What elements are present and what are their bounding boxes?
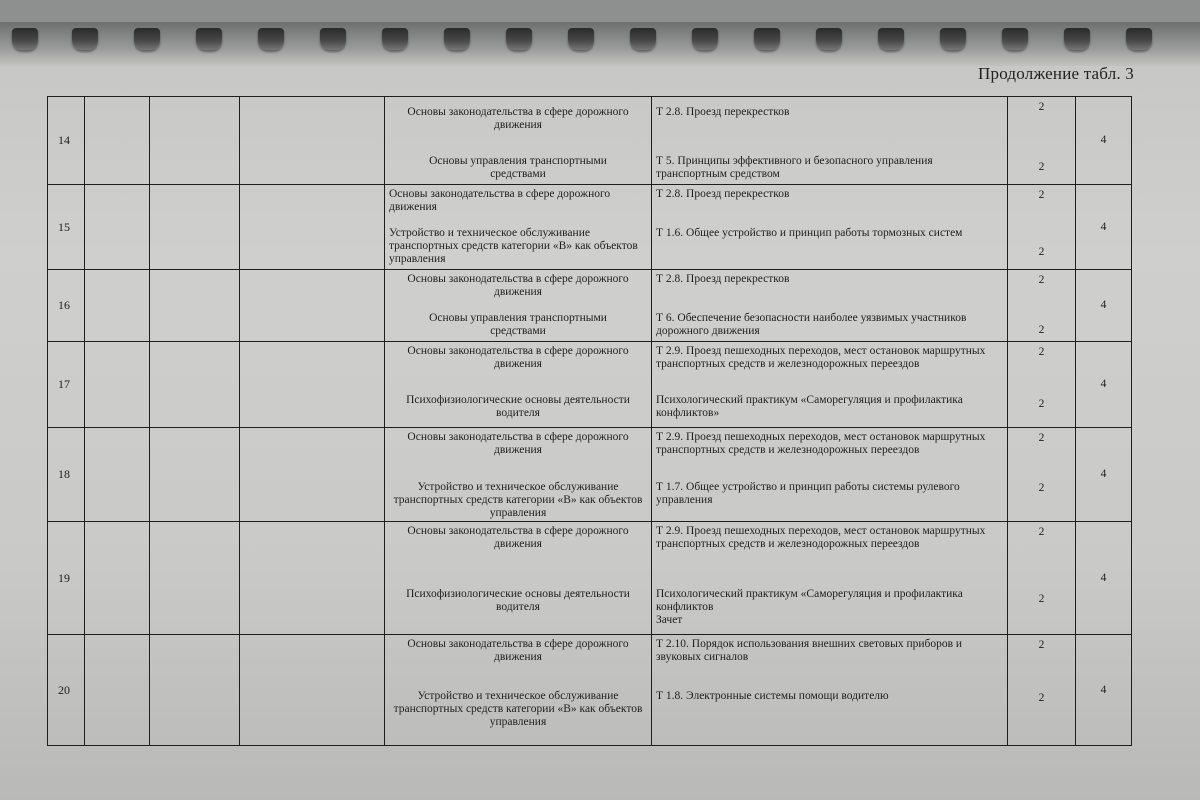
lesson-number: 19 [48, 522, 85, 635]
instructor-cell [240, 270, 385, 342]
hours-cell [1008, 522, 1076, 635]
topic-cell [652, 428, 1008, 522]
time-cell [150, 522, 240, 635]
binding-ring-icon [12, 28, 38, 50]
discipline-first: Основы законодательства в сфере дорожного движения [407, 431, 629, 456]
hours-first: 2 [1038, 526, 1045, 538]
hours-second: 2 [1038, 246, 1045, 258]
topic-credit-note: Зачет [656, 614, 683, 626]
discipline-first: Основы законодательства в сфере дорожного движения [407, 106, 629, 131]
table-row [48, 635, 1132, 746]
discipline-second: Основы управления транспортными средствами [429, 155, 607, 180]
total-hours: 4 [1076, 342, 1132, 428]
hours-second: 2 [1038, 692, 1045, 704]
hours-first: 2 [1038, 432, 1045, 444]
discipline-second: Психофизиологические основы деятельности водителя [406, 394, 630, 419]
topic-second: Т 1.7. Общее устройство и принцип работы системы рулевого управления [656, 481, 960, 506]
total-hours: 4 [1076, 270, 1132, 342]
binding-ring-icon [754, 28, 780, 50]
binding-ring-icon [134, 28, 160, 50]
lesson-number: 15 [48, 185, 85, 270]
time-cell [150, 97, 240, 185]
binding-ring-icon [1064, 28, 1090, 50]
time-cell [150, 270, 240, 342]
binding-ring-icon [382, 28, 408, 50]
table-row [48, 97, 1132, 185]
schedule-table [47, 96, 1132, 746]
topic-first: Т 2.8. Проезд перекрестков [656, 273, 790, 285]
lesson-number: 20 [48, 635, 85, 746]
topic-first: Т 2.8. Проезд перекрестков [656, 106, 790, 118]
topic-cell [652, 185, 1008, 270]
binding-ring-icon [568, 28, 594, 50]
lesson-number: 17 [48, 342, 85, 428]
time-cell [150, 342, 240, 428]
time-cell [150, 428, 240, 522]
topic-cell [652, 97, 1008, 185]
total-hours: 4 [1076, 635, 1132, 746]
discipline-first: Основы законодательства в сфере дорожного движения [407, 638, 629, 663]
instructor-cell [240, 342, 385, 428]
discipline-cell [385, 428, 652, 522]
hours-cell [1008, 185, 1076, 270]
binding-ring-icon [940, 28, 966, 50]
discipline-second: Устройство и техническое обслуживание транспортных средств категории «В» как объектов управления [389, 227, 638, 265]
table-caption: Продолжение табл. 3 [978, 64, 1134, 83]
hours-cell [1008, 635, 1076, 746]
binding-ring-icon [444, 28, 470, 50]
binding-ring-icon [816, 28, 842, 50]
lesson-number: 16 [48, 270, 85, 342]
topic-cell [652, 342, 1008, 428]
lesson-number: 14 [48, 97, 85, 185]
instructor-cell [240, 522, 385, 635]
discipline-cell [385, 185, 652, 270]
hours-second: 2 [1038, 398, 1045, 410]
topic-first: Т 2.8. Проезд перекрестков [656, 188, 790, 200]
binding-ring-icon [258, 28, 284, 50]
hours-second: 2 [1038, 482, 1045, 494]
spiral-binding [0, 22, 1200, 66]
discipline-cell [385, 522, 652, 635]
topic-second-text: Психологический практикум «Саморегуляция и профилактика конфликтов [656, 588, 963, 613]
hours-second: 2 [1038, 324, 1045, 336]
hours-second: 2 [1038, 593, 1045, 605]
topic-first: Т 2.10. Порядок использования внешних световых приборов и звуковых сигналов [656, 638, 963, 663]
hours-first: 2 [1038, 189, 1045, 201]
topic-second: Психологический практикум «Саморегуляция и профилактика конфликтов» [656, 394, 963, 419]
hours-first: 2 [1038, 101, 1045, 113]
hours-cell [1008, 428, 1076, 522]
discipline-cell [385, 342, 652, 428]
instructor-cell [240, 635, 385, 746]
hours-second: 2 [1038, 161, 1045, 173]
hours-cell [1008, 97, 1076, 185]
date-cell [85, 97, 150, 185]
date-cell [85, 428, 150, 522]
discipline-cell [385, 635, 652, 746]
discipline-second: Устройство и техническое обслуживание транспортных средств категории «В» как объектов управления [393, 481, 643, 519]
table-row [48, 185, 1132, 270]
topic-cell [652, 270, 1008, 342]
topic-first: Т 2.9. Проезд пешеходных переходов, мест остановок маршрутных транспортных средств и железнодорожных переездов [656, 525, 986, 550]
discipline-first: Основы законодательства в сфере дорожного движения [407, 273, 629, 298]
instructor-cell [240, 97, 385, 185]
date-cell [85, 522, 150, 635]
binding-ring-icon [196, 28, 222, 50]
total-hours: 4 [1076, 97, 1132, 185]
binding-ring-icon [506, 28, 532, 50]
hours-cell [1008, 270, 1076, 342]
binding-ring-icon [1126, 28, 1152, 50]
time-cell [150, 185, 240, 270]
date-cell [85, 185, 150, 270]
discipline-cell [385, 270, 652, 342]
table-row [48, 342, 1132, 428]
binding-ring-icon [1002, 28, 1028, 50]
topic-second: Т 6. Обеспечение безопасности наиболее уязвимых участников дорожного движения [656, 312, 967, 337]
date-cell [85, 342, 150, 428]
topic-second: Т 1.8. Электронные системы помощи водителю [656, 690, 889, 702]
total-hours: 4 [1076, 522, 1132, 635]
topic-second: Т 1.6. Общее устройство и принцип работы тормозных систем [656, 227, 963, 239]
lesson-number: 18 [48, 428, 85, 522]
topic-second [652, 588, 1007, 627]
hours-first: 2 [1038, 346, 1045, 358]
discipline-second: Основы управления транспортными средствами [429, 312, 607, 337]
discipline-cell [385, 97, 652, 185]
discipline-second: Устройство и техническое обслуживание транспортных средств категории «В» как объектов управления [393, 690, 643, 728]
discipline-first: Основы законодательства в сфере дорожного движения [389, 188, 611, 213]
binding-ring-icon [320, 28, 346, 50]
table-row [48, 270, 1132, 342]
binding-ring-icon [72, 28, 98, 50]
topic-first: Т 2.9. Проезд пешеходных переходов, мест остановок маршрутных транспортных средств и железнодорожных переездов [656, 431, 986, 456]
date-cell [85, 635, 150, 746]
topic-cell [652, 522, 1008, 635]
table-row [48, 428, 1132, 522]
discipline-second: Психофизиологические основы деятельности водителя [406, 588, 630, 613]
total-hours: 4 [1076, 428, 1132, 522]
topic-first: Т 2.9. Проезд пешеходных переходов, мест остановок маршрутных транспортных средств и железнодорожных переездов [656, 345, 986, 370]
table-row [48, 522, 1132, 635]
instructor-cell [240, 185, 385, 270]
hours-cell [1008, 342, 1076, 428]
discipline-first: Основы законодательства в сфере дорожного движения [407, 345, 629, 370]
total-hours: 4 [1076, 185, 1132, 270]
topic-cell [652, 635, 1008, 746]
instructor-cell [240, 428, 385, 522]
hours-first: 2 [1038, 274, 1045, 286]
discipline-first: Основы законодательства в сфере дорожного движения [407, 525, 629, 550]
binding-ring-icon [878, 28, 904, 50]
binding-ring-icon [630, 28, 656, 50]
time-cell [150, 635, 240, 746]
date-cell [85, 270, 150, 342]
topic-second: Т 5. Принципы эффективного и безопасного управления транспортным средством [656, 155, 933, 180]
hours-first: 2 [1038, 639, 1045, 651]
binding-ring-icon [692, 28, 718, 50]
